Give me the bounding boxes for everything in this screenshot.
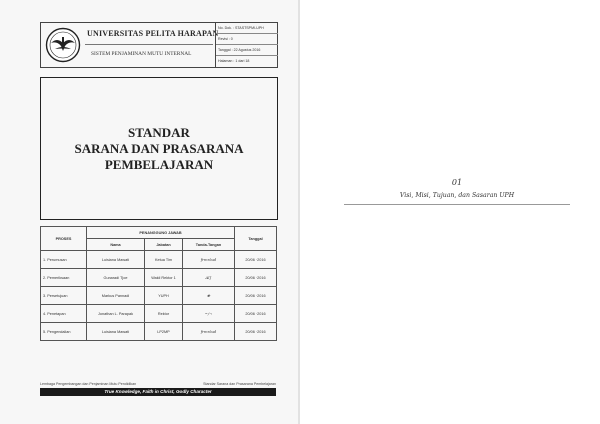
row-signature: Al∫: [183, 269, 235, 287]
footer-left-text: Lembaga Pengembangan dan Penjaminan Mutu Pendidikan: [40, 382, 137, 386]
section-underline: [344, 204, 570, 205]
row-proses: 1. Perumusan: [41, 251, 87, 269]
cover-title-line-3: PEMBELAJARAN: [104, 157, 214, 172]
university-name: UNIVERSITAS PELITA HARAPAN: [87, 29, 219, 38]
row-jabatan: LP2MP: [145, 323, 183, 341]
header-tanggal: Tanggal: [235, 227, 277, 251]
row-proses: 3. Persetujuan: [41, 287, 87, 305]
header-proses: PROSES: [41, 227, 87, 251]
row-jabatan: Ketua Tim: [145, 251, 183, 269]
footer-motto-bar: [40, 388, 276, 396]
cover-title-line-1: STANDAR: [128, 125, 190, 140]
row-proses: 2. Pemeriksaan: [41, 269, 87, 287]
document-header: [40, 22, 278, 68]
row-jabatan: YUPH: [145, 287, 183, 305]
system-name: SISTEM PENJAMINAN MUTU INTERNAL: [91, 51, 192, 57]
table-row: [41, 323, 277, 341]
page-edge: [298, 0, 300, 424]
university-logo-icon: [45, 27, 81, 63]
meta-revision: Revisi : 0: [216, 34, 278, 45]
header-divider: [85, 44, 213, 45]
meta-doc-number: No. Dok. : STASTSPMI-UPH: [216, 23, 278, 34]
footer-right-text: Standar Sarana dan Prasarana Pembelajaran: [203, 382, 276, 386]
approval-table: [40, 226, 277, 341]
header-jabatan: Jabatan: [145, 239, 183, 251]
row-nama: Jonathan L. Parapak: [87, 305, 145, 323]
row-signature: frmr∂ud: [183, 323, 235, 341]
row-nama: Luisiana Mawati: [87, 323, 145, 341]
row-proses: 4. Penetapan: [41, 305, 87, 323]
row-nama: Luisiana Mawati: [87, 251, 145, 269]
row-jabatan: Wakil Rektor 1: [145, 269, 183, 287]
row-tanggal: 20/06 ·2016: [235, 269, 277, 287]
row-nama: Markus Pannadi: [87, 287, 145, 305]
header-nama: Nama: [87, 239, 145, 251]
table-row: [41, 269, 277, 287]
row-tanggal: 20/06 ·2016: [235, 251, 277, 269]
document-meta: [215, 23, 278, 67]
row-proses: 5. Pengendalian: [41, 323, 87, 341]
table-row: [41, 287, 277, 305]
row-tanggal: 20/06 ·2016: [235, 305, 277, 323]
header-penanggung-jawab: PENANGGUNG JAWAB: [87, 227, 235, 239]
section-title: Visi, Misi, Tujuan, dan Sasaran UPH: [399, 192, 515, 199]
row-tanggal: 20/06 ·2016: [235, 287, 277, 305]
footer-motto: True Knowledge, Faith in Christ, Godly Character: [104, 389, 212, 394]
row-tanggal: 20/06 ·2016: [235, 323, 277, 341]
row-signature: ❀: [183, 287, 235, 305]
meta-date: Tanggal : 22 Agustus 2016: [216, 45, 278, 56]
row-signature: ~/¬: [183, 305, 235, 323]
header-tanda-tangan: Tanda-Tangan: [183, 239, 235, 251]
table-row: [41, 251, 277, 269]
row-signature: frmr∂ud: [183, 251, 235, 269]
cover-title-box: [40, 77, 278, 220]
table-row: [41, 305, 277, 323]
row-jabatan: Rektor: [145, 305, 183, 323]
row-nama: Gunaradi Tjoe: [87, 269, 145, 287]
section-number: 01: [451, 178, 463, 187]
cover-title-line-2: SARANA DAN PRASARANA: [74, 141, 244, 156]
document-footer: [40, 382, 276, 406]
meta-page: Halaman : 1 dari 18: [218, 59, 250, 63]
